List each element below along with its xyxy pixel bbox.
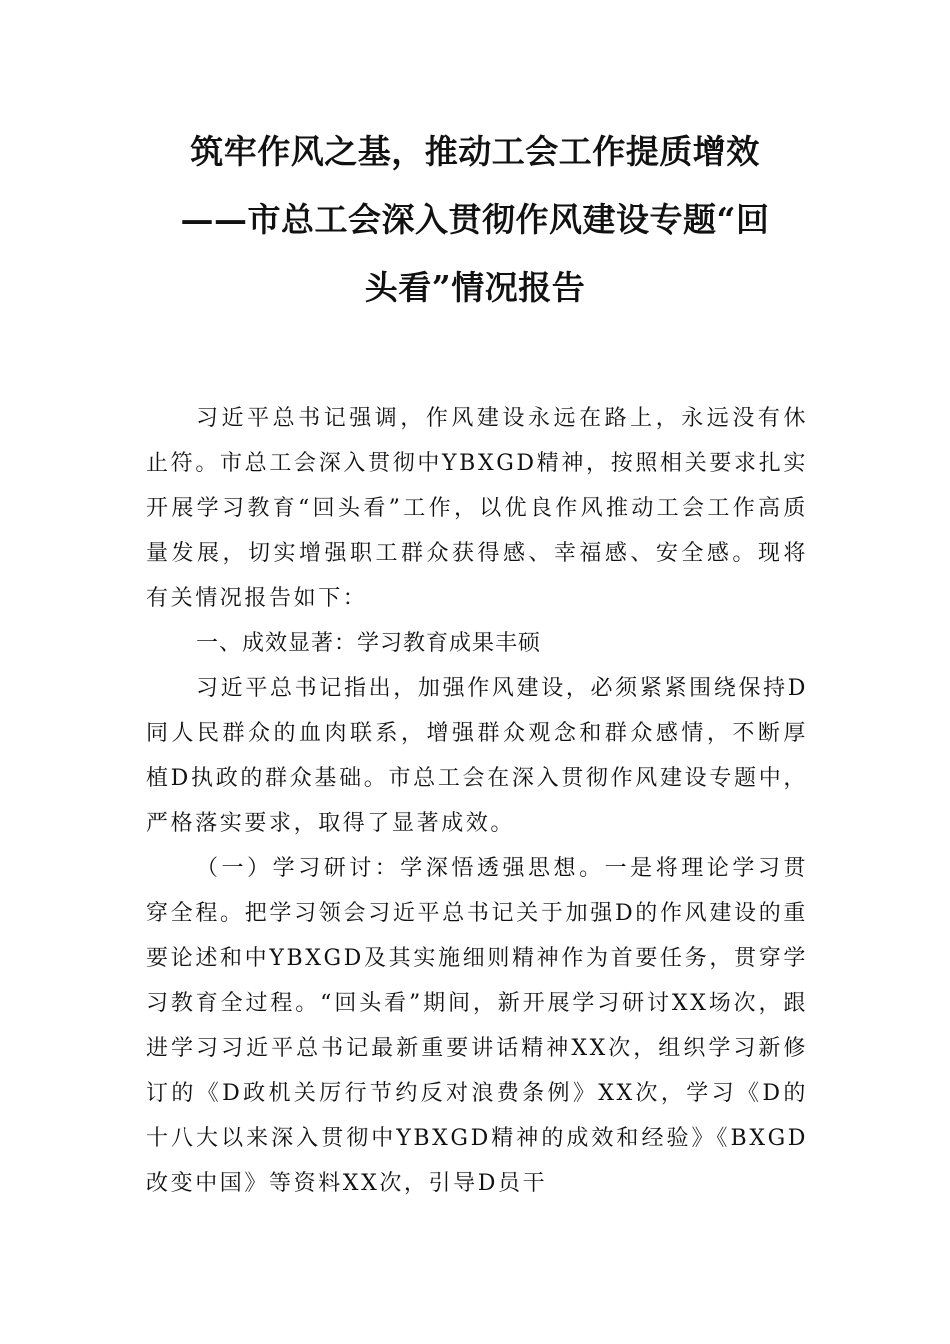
subsection-paragraph: （一）学习研讨：学深悟透强思想。一是将理论学习贯穿全程。把学习领会习近平总书记关于加强D的作风建设的重要论述和中YBXGD及其实施细则精神作为首要任务，贯穿学习教育全过程。“回头看”期间，新开展学习研讨XX场次，跟进学习习近平总书记最新重要讲话精神XX次，组织学习新修订的《D政机关厉行节约反对浪费条例》XX次，学习《D的十八大以来深入贯彻中YBXGD精神的成效和经验》《BXGD改变中国》等资料XX次，引导D员干 [146, 856, 808, 1196]
title-line-1: 筑牢作风之基，推动工会工作提质增效 [190, 132, 760, 171]
document-title [140, 118, 810, 322]
title-line-2: ——市总工会深入贯彻作风建设专题“回 [180, 200, 770, 239]
document-body [146, 396, 808, 1206]
intro-paragraph: 习近平总书记强调，作风建设永远在路上，永远没有休止符。市总工会深入贯彻中YBXGD精神，按照相关要求扎实开展学习教育“回头看”工作，以优良作风推动工会工作高质量发展，切实增强职工群众获得感、幸福感、安全感。现将有关情况报告如下： [146, 406, 808, 611]
section-intro-paragraph: 习近平总书记指出，加强作风建设，必须紧紧围绕保持D同人民群众的血肉联系，增强群众观念和群众感情，不断厚植D执政的群众基础。市总工会在深入贯彻作风建设专题中，严格落实要求，取得了显著成效。 [146, 676, 808, 836]
title-line-3: 头看”情况报告 [364, 268, 586, 307]
section-heading: 一、成效显著：学习教育成果丰硕 [196, 631, 542, 656]
